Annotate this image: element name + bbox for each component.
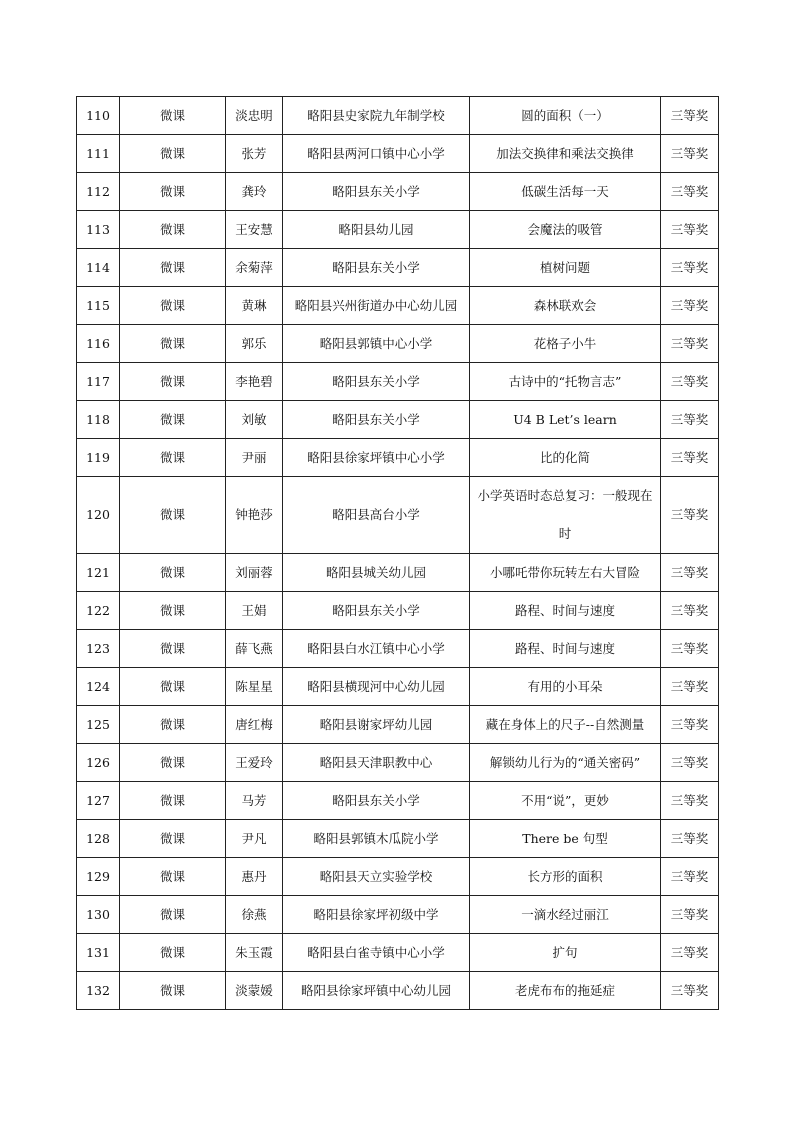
school-name: 略阳县东关小学 (283, 592, 470, 630)
row-number: 127 (77, 782, 120, 820)
row-number: 124 (77, 668, 120, 706)
table-row (77, 972, 719, 1010)
table-row (77, 325, 719, 363)
award-level: 三等奖 (661, 706, 719, 744)
teacher-name: 陈星星 (226, 668, 283, 706)
teacher-name: 尹凡 (226, 820, 283, 858)
work-title: U4 B Let’s learn (470, 401, 661, 439)
teacher-name: 黄琳 (226, 287, 283, 325)
award-level: 三等奖 (661, 97, 719, 135)
teacher-name: 淡忠明 (226, 97, 283, 135)
entry-type: 微课 (120, 972, 226, 1010)
teacher-name: 龚玲 (226, 173, 283, 211)
table-row (77, 896, 719, 934)
award-level: 三等奖 (661, 249, 719, 287)
entry-type: 微课 (120, 896, 226, 934)
school-name: 略阳县天津职教中心 (283, 744, 470, 782)
award-level: 三等奖 (661, 477, 719, 554)
work-title: 不用“说”，更妙 (470, 782, 661, 820)
table-row (77, 287, 719, 325)
work-title: 加法交换律和乘法交换律 (470, 135, 661, 173)
row-number: 123 (77, 630, 120, 668)
work-title: 会魔法的吸管 (470, 211, 661, 249)
award-level: 三等奖 (661, 592, 719, 630)
work-title: 比的化简 (470, 439, 661, 477)
row-number: 113 (77, 211, 120, 249)
row-number: 122 (77, 592, 120, 630)
award-level: 三等奖 (661, 173, 719, 211)
table-row (77, 97, 719, 135)
award-level: 三等奖 (661, 744, 719, 782)
table-row (77, 477, 719, 554)
table-row (77, 363, 719, 401)
table-row (77, 592, 719, 630)
row-number: 128 (77, 820, 120, 858)
teacher-name: 薛飞燕 (226, 630, 283, 668)
row-number: 132 (77, 972, 120, 1010)
row-number: 111 (77, 135, 120, 173)
school-name: 略阳县东关小学 (283, 249, 470, 287)
entry-type: 微课 (120, 173, 226, 211)
award-level: 三等奖 (661, 858, 719, 896)
teacher-name: 郭乐 (226, 325, 283, 363)
work-title: 老虎布布的拖延症 (470, 972, 661, 1010)
award-level: 三等奖 (661, 820, 719, 858)
work-title: 低碳生活每一天 (470, 173, 661, 211)
teacher-name: 唐红梅 (226, 706, 283, 744)
school-name: 略阳县天立实验学校 (283, 858, 470, 896)
entry-type: 微课 (120, 211, 226, 249)
row-number: 112 (77, 173, 120, 211)
award-level: 三等奖 (661, 439, 719, 477)
work-title: 扩句 (470, 934, 661, 972)
awards-table-body (77, 97, 719, 1010)
school-name: 略阳县高台小学 (283, 477, 470, 554)
work-title: 小学英语时态总复习：一般现在时 (470, 477, 661, 554)
entry-type: 微课 (120, 706, 226, 744)
row-number: 116 (77, 325, 120, 363)
row-number: 125 (77, 706, 120, 744)
entry-type: 微课 (120, 287, 226, 325)
teacher-name: 徐燕 (226, 896, 283, 934)
award-level: 三等奖 (661, 972, 719, 1010)
school-name: 略阳县徐家坪初级中学 (283, 896, 470, 934)
table-row (77, 211, 719, 249)
row-number: 115 (77, 287, 120, 325)
table-row (77, 782, 719, 820)
teacher-name: 惠丹 (226, 858, 283, 896)
table-row (77, 173, 719, 211)
award-level: 三等奖 (661, 668, 719, 706)
entry-type: 微课 (120, 363, 226, 401)
table-row (77, 668, 719, 706)
teacher-name: 余菊萍 (226, 249, 283, 287)
school-name: 略阳县白水江镇中心小学 (283, 630, 470, 668)
entry-type: 微课 (120, 135, 226, 173)
award-level: 三等奖 (661, 363, 719, 401)
table-row (77, 135, 719, 173)
award-level: 三等奖 (661, 554, 719, 592)
row-number: 119 (77, 439, 120, 477)
work-title: 长方形的面积 (470, 858, 661, 896)
entry-type: 微课 (120, 820, 226, 858)
entry-type: 微课 (120, 630, 226, 668)
row-number: 110 (77, 97, 120, 135)
work-title: 藏在身体上的尺子--自然测量 (470, 706, 661, 744)
school-name: 略阳县谢家坪幼儿园 (283, 706, 470, 744)
school-name: 略阳县东关小学 (283, 782, 470, 820)
row-number: 129 (77, 858, 120, 896)
teacher-name: 张芳 (226, 135, 283, 173)
award-level: 三等奖 (661, 782, 719, 820)
table-row (77, 858, 719, 896)
table-row (77, 820, 719, 858)
school-name: 略阳县徐家坪镇中心幼儿园 (283, 972, 470, 1010)
school-name: 略阳县幼儿园 (283, 211, 470, 249)
school-name: 略阳县东关小学 (283, 401, 470, 439)
teacher-name: 王爱玲 (226, 744, 283, 782)
award-level: 三等奖 (661, 401, 719, 439)
row-number: 114 (77, 249, 120, 287)
teacher-name: 尹丽 (226, 439, 283, 477)
school-name: 略阳县郭镇中心小学 (283, 325, 470, 363)
entry-type: 微课 (120, 782, 226, 820)
entry-type: 微课 (120, 401, 226, 439)
school-name: 略阳县徐家坪镇中心小学 (283, 439, 470, 477)
table-row (77, 401, 719, 439)
work-title: 一滴水经过丽江 (470, 896, 661, 934)
row-number: 121 (77, 554, 120, 592)
row-number: 117 (77, 363, 120, 401)
award-level: 三等奖 (661, 211, 719, 249)
table-row (77, 744, 719, 782)
work-title: 森林联欢会 (470, 287, 661, 325)
row-number: 126 (77, 744, 120, 782)
table-row (77, 439, 719, 477)
teacher-name: 王娟 (226, 592, 283, 630)
awards-table (76, 96, 719, 1010)
teacher-name: 马芳 (226, 782, 283, 820)
entry-type: 微课 (120, 554, 226, 592)
work-title: 有用的小耳朵 (470, 668, 661, 706)
row-number: 120 (77, 477, 120, 554)
table-row (77, 249, 719, 287)
work-title: 圆的面积（一） (470, 97, 661, 135)
school-name: 略阳县东关小学 (283, 173, 470, 211)
school-name: 略阳县两河口镇中心小学 (283, 135, 470, 173)
entry-type: 微课 (120, 249, 226, 287)
table-row (77, 706, 719, 744)
work-title: 小哪吒带你玩转左右大冒险 (470, 554, 661, 592)
work-title: 花格子小牛 (470, 325, 661, 363)
table-row (77, 934, 719, 972)
entry-type: 微课 (120, 592, 226, 630)
school-name: 略阳县史家院九年制学校 (283, 97, 470, 135)
award-level: 三等奖 (661, 896, 719, 934)
teacher-name: 淡蒙媛 (226, 972, 283, 1010)
school-name: 略阳县兴州街道办中心幼儿园 (283, 287, 470, 325)
work-title: 植树问题 (470, 249, 661, 287)
row-number: 118 (77, 401, 120, 439)
work-title: 解锁幼儿行为的“通关密码” (470, 744, 661, 782)
work-title: 路程、时间与速度 (470, 592, 661, 630)
entry-type: 微课 (120, 858, 226, 896)
teacher-name: 朱玉霞 (226, 934, 283, 972)
work-title: There be 句型 (470, 820, 661, 858)
row-number: 131 (77, 934, 120, 972)
entry-type: 微课 (120, 668, 226, 706)
table-row (77, 554, 719, 592)
teacher-name: 李艳碧 (226, 363, 283, 401)
entry-type: 微课 (120, 934, 226, 972)
teacher-name: 王安慧 (226, 211, 283, 249)
award-level: 三等奖 (661, 135, 719, 173)
entry-type: 微课 (120, 477, 226, 554)
entry-type: 微课 (120, 325, 226, 363)
work-title: 路程、时间与速度 (470, 630, 661, 668)
teacher-name: 刘丽蓉 (226, 554, 283, 592)
school-name: 略阳县白雀寺镇中心小学 (283, 934, 470, 972)
award-level: 三等奖 (661, 287, 719, 325)
award-level: 三等奖 (661, 934, 719, 972)
school-name: 略阳县城关幼儿园 (283, 554, 470, 592)
entry-type: 微课 (120, 97, 226, 135)
award-level: 三等奖 (661, 630, 719, 668)
school-name: 略阳县东关小学 (283, 363, 470, 401)
teacher-name: 钟艳莎 (226, 477, 283, 554)
table-row (77, 630, 719, 668)
teacher-name: 刘敏 (226, 401, 283, 439)
school-name: 略阳县郭镇木瓜院小学 (283, 820, 470, 858)
row-number: 130 (77, 896, 120, 934)
school-name: 略阳县横现河中心幼儿园 (283, 668, 470, 706)
entry-type: 微课 (120, 439, 226, 477)
work-title: 古诗中的“托物言志” (470, 363, 661, 401)
entry-type: 微课 (120, 744, 226, 782)
award-level: 三等奖 (661, 325, 719, 363)
